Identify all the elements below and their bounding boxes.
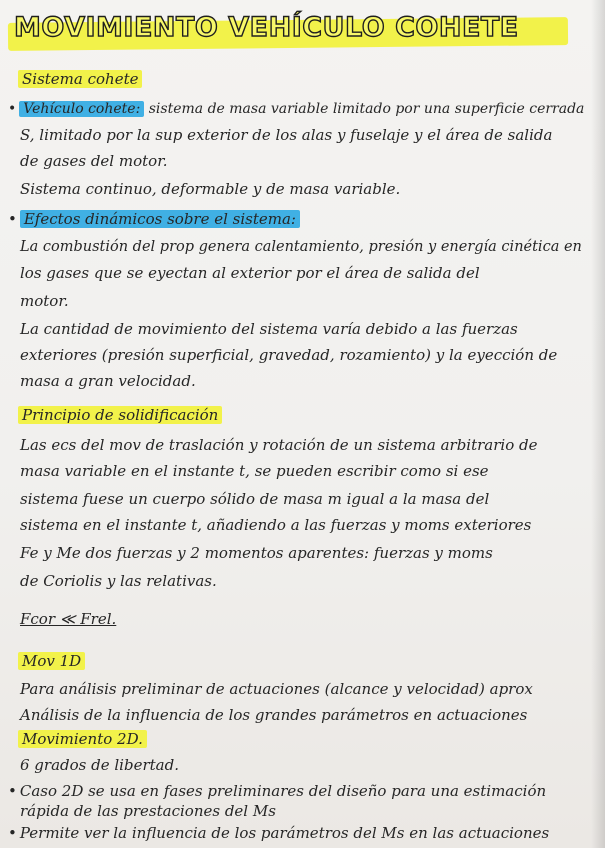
heading-sistema-cohete-text: Sistema cohete (18, 70, 142, 88)
principio-line-4: sistema en el instante t, añadiendo a las fuerzas y moms exteriores (20, 516, 532, 534)
heading-mov-1d-text: Mov 1D (18, 652, 85, 670)
mov-1d-line-2: Análisis de la influencia de los grandes parámetros en actuaciones (20, 706, 528, 724)
principio-line-6: de Coriolis y las relativas. (20, 572, 217, 590)
bullet-icon: • (8, 210, 17, 228)
bullet-icon: • (8, 824, 17, 842)
heading-sistema-cohete (18, 70, 142, 88)
principio-line-5: Fe y Me dos fuerzas y 2 momentos aparentes: fuerzas y moms (20, 544, 493, 562)
principio-line-2: masa variable en el instante t, se pueden escribir como si ese (20, 462, 489, 480)
heading-efectos (8, 210, 300, 228)
efectos-p1-line-1: La combustión del prop genera calentamiento, presión y energía cinética en (20, 239, 582, 255)
efectos-p1-line-3: motor. (20, 292, 69, 310)
vehiculo-text: sistema de masa variable limitado por una superficie cerrada (144, 101, 585, 117)
principio-line-3: sistema fuese un cuerpo sólido de masa m igual a la masa del (20, 490, 490, 508)
vehiculo-line (8, 100, 584, 118)
mov-2d-line-3: rápida de las prestaciones del Ms (20, 802, 276, 820)
title-block (8, 10, 600, 54)
mov-2d-line-1: 6 grados de libertad. (20, 756, 179, 774)
efectos-p1-line-2: los gases que se eyectan al exterior por el área de salida del (20, 264, 480, 282)
heading-principio-text: Principio de solidificación (18, 406, 222, 424)
efectos-p2-line-3: masa a gran velocidad. (20, 372, 196, 390)
mov-2d-bullet-1 (8, 782, 546, 800)
mov-2d-line-4: Permite ver la influencia de los parámetros del Ms en las actuaciones (19, 824, 550, 842)
efectos-p2-line-1: La cantidad de movimiento del sistema varía debido a las fuerzas (20, 320, 518, 338)
vehiculo-label: Vehículo cohete: (19, 101, 144, 117)
heading-mov-1d (18, 652, 85, 670)
vehiculo-cont-1: S, limitado por la sup exterior de los alas y fuselaje y el área de salida (20, 126, 553, 144)
heading-efectos-text: Efectos dinámicos sobre el sistema: (20, 210, 300, 228)
bullet-icon: • (8, 101, 17, 117)
heading-principio (18, 406, 222, 424)
principio-line-1: Las ecs del mov de traslación y rotación de un sistema arbitrario de (20, 436, 538, 454)
efectos-p2-line-2: exteriores (presión superficial, gravedad, rozamiento) y la eyección de (20, 346, 558, 364)
bullet-icon: • (8, 782, 17, 800)
vehiculo-cont-2: de gases del motor. (20, 152, 168, 170)
formula-fcor-frel: Fcor ≪ Frel. (20, 610, 117, 628)
page-title: MOVIMIENTO VEHÍCULO COHETE (14, 12, 519, 43)
mov-1d-line-1: Para análisis preliminar de actuaciones (alcance y velocidad) aprox (20, 680, 533, 698)
heading-mov-2d-text: Movimiento 2D. (18, 730, 147, 748)
sistema-continuo-line: Sistema continuo, deformable y de masa variable. (20, 180, 401, 198)
mov-2d-bullet-2 (8, 824, 549, 842)
mov-2d-line-2: Caso 2D se usa en fases preliminares del diseño para una estimación (19, 782, 547, 800)
heading-mov-2d (18, 730, 147, 748)
page-edge-shadow (591, 0, 605, 848)
